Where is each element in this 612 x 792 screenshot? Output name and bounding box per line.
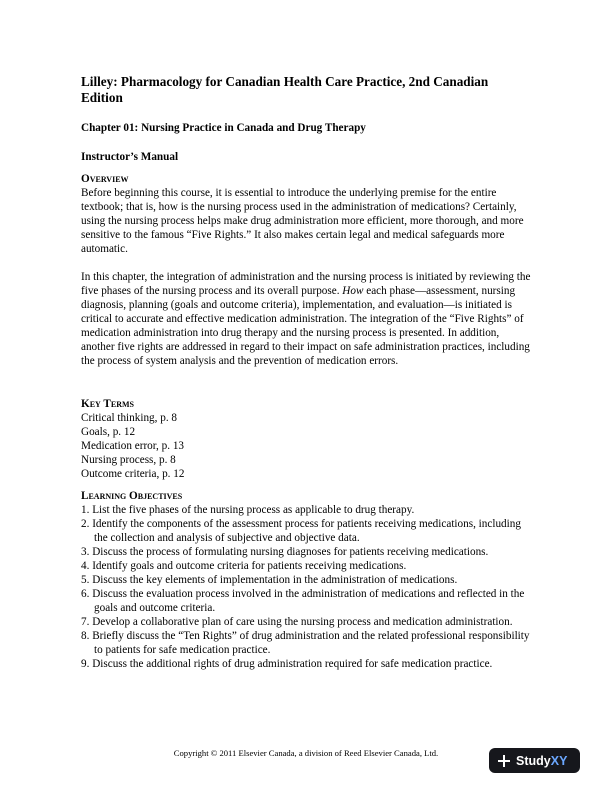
key-terms-heading: Key Terms	[81, 398, 134, 410]
objective-item: 5. Discuss the key elements of implementation in the administration of medications.	[81, 574, 458, 586]
objective-item: 9. Discuss the additional rights of drug administration required for safe medication practice.	[81, 658, 493, 670]
objective-item: 1. List the five phases of the nursing process as applicable to drug therapy.	[81, 504, 415, 516]
learning-objectives-heading: Learning Objectives	[81, 490, 183, 502]
overview-paragraph-1: Before beginning this course, it is essential to introduce the underlying premise for the entire textbook; that is, how is the nursing process used in the administration of medications? Certainly, using the nursing process helps make drug administration more efficient, more thorough, and more sensitive to the famous “Five Rights.” It also makes certain legal and medical safeguards more automatic.	[81, 187, 524, 255]
overview-heading: Overview	[81, 173, 129, 185]
studyxy-badge[interactable]	[489, 748, 580, 773]
key-term-item: Nursing process, p. 8	[81, 454, 176, 466]
overview-paragraph-2	[81, 270, 533, 368]
overview-paragraph-2-start: In this chapter, the integration of administration and the nursing process is initiated by reviewing the five phases of the nursing process and its overall purpose.	[81, 271, 531, 297]
objective-item: 6. Discuss the evaluation process involved in the administration of medications and reflected in the goals and outcome criteria.	[81, 588, 525, 614]
chapter-title: Chapter 01: Nursing Practice in Canada and Drug Therapy	[81, 122, 366, 134]
plus-icon	[498, 755, 510, 767]
studyxy-logo-text	[516, 754, 567, 768]
key-term-item: Critical thinking, p. 8	[81, 412, 178, 424]
key-terms-section	[81, 397, 533, 481]
objective-item: 3. Discuss the process of formulating nursing diagnoses for patients receiving medications.	[81, 546, 489, 558]
copyright-footer: Copyright © 2011 Elsevier Canada, a division of Reed Elsevier Canada, Ltd.	[173, 748, 439, 758]
objective-item: 4. Identify goals and outcome criteria for patients receiving medications.	[81, 560, 407, 572]
learning-objectives-list	[81, 503, 533, 671]
overview-paragraph-2-end: each phase—assessment, nursing diagnosis, planning (goals and outcome criteria), implementation, and evaluation—is initiated is critical to accurate and effective medication administration. The integration of the “Five Rights” of medication administration into drug therapy and the nursing process is presented. In addition, another five rights are addressed in regard to their impact on safe administration practices, including the process of system analysis and the prevention of medication errors.	[81, 285, 530, 367]
learning-objectives-section	[81, 489, 533, 671]
brand-main-text: Study	[516, 753, 551, 768]
key-terms-list	[81, 411, 533, 481]
objective-item: 8. Briefly discuss the “Ten Rights” of drug administration and the related professional responsibility to patients for safe medication practice.	[81, 630, 530, 656]
objective-item: 7. Develop a collaborative plan of care using the nursing process and medication administration.	[81, 616, 513, 628]
document-title: Lilley: Pharmacology for Canadian Health Care Practice, 2nd Canadian Edition	[81, 74, 489, 105]
key-term-item: Medication error, p. 13	[81, 440, 185, 452]
key-term-item: Outcome criteria, p. 12	[81, 468, 185, 480]
key-term-item: Goals, p. 12	[81, 426, 136, 438]
objective-item: 2. Identify the components of the assessment process for patients receiving medications, including the collection and analysis of subjective and objective data.	[81, 518, 521, 544]
overview-paragraph-2-emphasis: How	[342, 285, 364, 297]
overview-section	[81, 172, 533, 368]
manual-label: Instructor’s Manual	[81, 151, 179, 163]
brand-accent-text: XY	[550, 753, 568, 768]
